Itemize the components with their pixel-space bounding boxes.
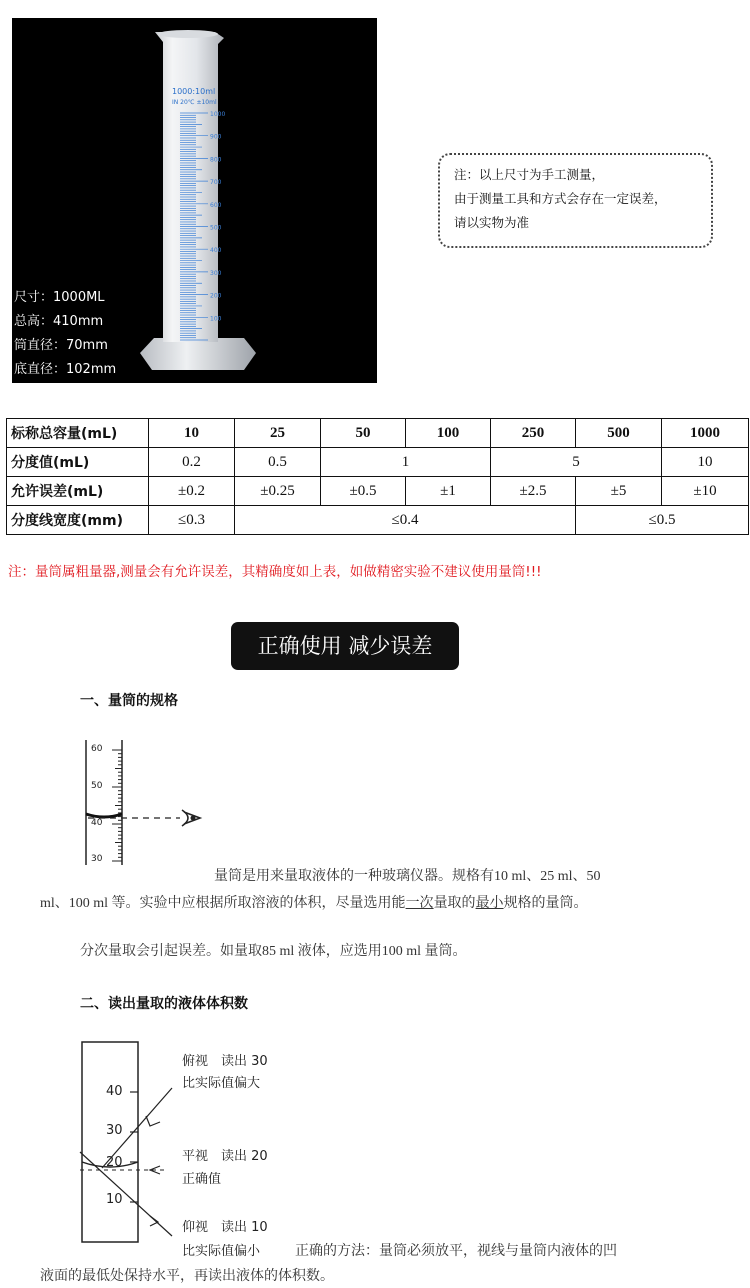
viewing-angle-diagram <box>80 1040 180 1245</box>
look-level-label: 平视 读出 20 <box>182 1149 268 1164</box>
table-cell: 10 <box>149 419 235 448</box>
table-cell: 500 <box>576 419 662 448</box>
table-cell: 25 <box>235 419 321 448</box>
spec-diameter: 筒直径：70mm <box>14 338 108 353</box>
tick-label: 40 <box>91 818 103 828</box>
spec-paragraph-line2 <box>40 892 588 912</box>
table-cell: 1 <box>321 448 491 477</box>
text-run: 量取的 <box>433 896 476 911</box>
note-line: 注：以上尺寸为手工测量， <box>454 167 605 182</box>
table-cell: 1000 <box>662 419 749 448</box>
table-cell: ±5 <box>576 477 662 506</box>
spec-paragraph-line1: 量筒是用来量取液体的一种玻璃仪器。规格有10 ml、25 ml、50 <box>214 869 601 884</box>
method-line2: 液面的最低处保持水平，再读出液体的体积数。 <box>40 1269 334 1284</box>
table-cell: 5 <box>491 448 662 477</box>
table-row <box>7 448 749 477</box>
section-banner: 正确使用 减少误差 <box>231 622 459 670</box>
spec-base-diameter: 底直径：102mm <box>14 362 117 377</box>
tick-label: 40 <box>106 1084 123 1099</box>
graduation-label: 500 <box>210 224 222 232</box>
graduation-label: 900 <box>210 133 222 141</box>
look-up-label: 仰视 读出 10 <box>182 1220 268 1235</box>
table-cell: 0.5 <box>235 448 321 477</box>
table-cell: 10 <box>662 448 749 477</box>
method-line1: 正确的方法：量筒必须放平，视线与量筒内液体的凹 <box>295 1244 617 1259</box>
table-cell: ±0.25 <box>235 477 321 506</box>
table-cell: ±0.5 <box>321 477 406 506</box>
graduation-label: 200 <box>210 292 222 300</box>
table-cell: ≤0.4 <box>235 506 576 535</box>
graduation-label: 600 <box>210 201 222 209</box>
tick-label: 10 <box>106 1192 123 1207</box>
table-cell: ≤0.3 <box>149 506 235 535</box>
table-cell: ±10 <box>662 477 749 506</box>
table-row <box>7 419 749 448</box>
spec-weight: 克重：177g <box>14 386 87 401</box>
look-up-note: 比实际值偏小 <box>182 1244 261 1259</box>
tick-label: 60 <box>91 744 103 754</box>
precision-warning: 注：量筒属粗量器,测量会有允许误差，其精确度如上表，如做精密实验不建议使用量筒!!! <box>8 564 542 580</box>
tick-label: 30 <box>91 854 103 864</box>
underlined-text: 最小 <box>475 896 504 911</box>
row-header: 分度值(mL) <box>7 448 149 477</box>
table-cell: ±1 <box>406 477 491 506</box>
row-header: 分度线宽度(mm) <box>7 506 149 535</box>
table-cell: 50 <box>321 419 406 448</box>
row-header: 允许误差(mL) <box>7 477 149 506</box>
look-down-note: 比实际值偏大 <box>182 1076 261 1091</box>
section2-title: 二、读出量取的液体体积数 <box>80 996 248 1012</box>
cylinder-reading-diagram <box>80 740 220 870</box>
tolerance-table <box>6 418 749 535</box>
note-line: 请以实物为准 <box>454 215 530 230</box>
tick-label: 50 <box>91 781 103 791</box>
spec-size: 尺寸：1000ML <box>14 290 105 305</box>
graduation-label: 1000 <box>210 111 226 118</box>
cylinder-temp-text: IN 20℃ ±10ml <box>172 99 217 106</box>
graduation-label: 100 <box>210 315 222 323</box>
table-cell: ±0.2 <box>149 477 235 506</box>
text-run: 规格的量筒。 <box>503 896 588 911</box>
table-row <box>7 506 749 535</box>
table-cell: 250 <box>491 419 576 448</box>
tick-label: 20 <box>106 1155 123 1170</box>
note-line: 由于测量工具和方式会存在一定误差， <box>454 191 667 206</box>
text-run: ml、100 ml 等。实验中应根据所取溶液的体积，尽量选用能 <box>40 896 406 911</box>
underlined-text: 一次 <box>405 896 434 911</box>
graduation-label: 700 <box>210 179 222 187</box>
table-cell: ±2.5 <box>491 477 576 506</box>
row-header: 标称总容量(mL) <box>7 419 149 448</box>
graduation-label: 400 <box>210 247 222 255</box>
product-photo <box>12 18 377 401</box>
tick-label: 30 <box>106 1123 123 1138</box>
section1-title: 一、量筒的规格 <box>80 693 178 709</box>
look-down-label: 俯视 读出 30 <box>182 1054 268 1069</box>
table-row <box>7 477 749 506</box>
spec-paragraph-line3: 分次量取会引起误差。如量取85 ml 液体，应选用100 ml 量筒。 <box>80 944 467 959</box>
graduation-label: 800 <box>210 156 222 164</box>
table-cell: 0.2 <box>149 448 235 477</box>
table-cell: 100 <box>406 419 491 448</box>
table-cell: ≤0.5 <box>576 506 749 535</box>
measurement-note <box>438 153 713 248</box>
spec-height: 总高：410mm <box>14 314 104 329</box>
graduation-label: 300 <box>210 269 222 277</box>
look-level-note: 正确值 <box>182 1172 222 1187</box>
cylinder-capacity-text: 1000:10ml <box>172 87 216 96</box>
spec-list <box>14 286 116 406</box>
